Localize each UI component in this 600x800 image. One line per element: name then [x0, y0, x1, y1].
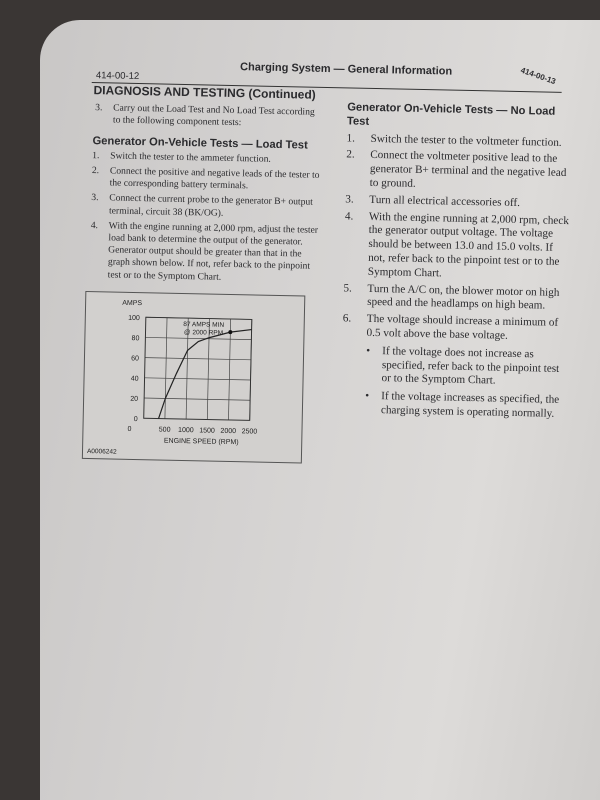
bullet-item	[365, 390, 568, 422]
load-test-title: Generator On-Vehicle Tests — Load Test	[92, 134, 308, 152]
y-axis-label: AMPS	[122, 299, 143, 307]
step-number: 1.	[346, 131, 356, 145]
right-column	[341, 101, 574, 425]
section-title: DIAGNOSIS AND TESTING (Continued)	[93, 83, 316, 102]
grid-line-y	[145, 357, 251, 359]
grid-line-y	[145, 337, 251, 339]
min-output-marker	[228, 330, 232, 334]
running-title: Charging System — General Information	[239, 61, 453, 78]
step-number: 5.	[343, 281, 353, 295]
x-axis-label: ENGINE SPEED (RPM)	[163, 437, 239, 447]
step-text: Connect the current probe to the generator B+ output terminal, circuit 38 (BK/OG).	[108, 192, 314, 219]
step-text: Turn all electrical accessories off.	[369, 193, 521, 209]
grid-line-y	[144, 398, 250, 400]
step-item	[346, 149, 573, 195]
x-tick-label: 500	[158, 426, 171, 434]
x-tick-label: 1500	[199, 427, 215, 435]
x-tick-label: 1000	[178, 426, 194, 435]
step-number: 4.	[344, 209, 354, 223]
x-tick-label: 2000	[220, 427, 237, 435]
step-item	[91, 192, 321, 221]
step-number: 6.	[342, 312, 352, 325]
output-curve	[159, 327, 252, 420]
grid-line-x	[165, 318, 167, 419]
step-item	[342, 313, 569, 345]
step-text: With the engine running at 2,000 rpm, check the generator output voltage. The voltage should be between 13.0 and 15.0 volts. If not, refer back to the pinpoint test or to the Symptom Chart.	[367, 210, 570, 280]
left-column	[86, 84, 324, 464]
page-number-left: 414-00-12	[95, 70, 140, 83]
y-tick-label: 40	[130, 375, 139, 383]
step-number: 3.	[91, 192, 99, 204]
step-text: Connect the voltmeter positive lead to the generator B+ terminal and the negative lead to ground.	[369, 149, 567, 190]
y-tick-label: 60	[131, 355, 140, 363]
step-text: If the voltage increases as specified, the charging system is operating normally.	[380, 390, 560, 420]
step-number: 2.	[91, 165, 100, 177]
annotation-line: 87 AMPS MIN	[183, 320, 225, 329]
step-text: If the voltage does not increase as specified, refer back to the pinpoint test or to the Symptom Chart.	[381, 344, 560, 387]
step-number: 2.	[346, 148, 355, 161]
step-number: 4.	[90, 219, 99, 232]
step-text: Connect the positive and negative leads of the tester to the corresponding battery terminals.	[109, 165, 320, 192]
figure-id: A0006242	[86, 447, 117, 456]
step-item	[345, 193, 571, 212]
bullet-icon: •	[366, 344, 371, 357]
y-tick-label: 100	[128, 314, 140, 322]
step-text: Switch the tester to the voltmeter function.	[370, 132, 562, 149]
annotation-line: @ 2000 RPM	[183, 328, 224, 337]
step-number: 3.	[95, 102, 103, 114]
grid-line-x	[229, 319, 231, 420]
grid-line-y	[145, 378, 251, 380]
y-tick-label: 0	[133, 415, 138, 423]
step-text: Turn the A/C on, the blower motor on high speed and the headlamps on high beam.	[367, 282, 560, 312]
step-item	[90, 220, 321, 286]
step-text: Carry out the Load Test and No Load Test according to the following component tests:	[112, 102, 315, 129]
bullet-icon: •	[365, 389, 370, 403]
no-load-test-title: Generator On-Vehicle Tests — No Load Test	[346, 101, 556, 128]
step-number: 3.	[345, 193, 354, 206]
chart-svg	[83, 292, 304, 463]
bullet-item	[365, 345, 568, 391]
step-text: Switch the tester to the ammeter function.	[110, 150, 271, 165]
step-item	[91, 165, 321, 194]
step-item	[346, 132, 572, 151]
x-tick-label: 0	[127, 425, 132, 433]
step-item	[344, 210, 571, 284]
step-number: 1.	[92, 149, 100, 162]
step-item	[92, 150, 322, 167]
generator-output-chart	[82, 291, 305, 464]
x-tick-label: 2500	[241, 428, 258, 436]
y-tick-label: 20	[130, 395, 139, 403]
y-tick-label: 80	[131, 334, 140, 343]
step-item	[343, 282, 570, 314]
page-number-right: 414-00-13	[519, 65, 557, 87]
intro-step	[95, 102, 323, 131]
step-text: The voltage should increase a minimum of 0.5 volt above the base voltage.	[366, 313, 559, 342]
step-text: With the engine running at 2,000 rpm, adjust the tester load bank to determine the output of the generator. Generator output should be greater than that in the graph shown below. If not, refer back to the pinpoint test or to the Symptom Chart.	[107, 220, 319, 283]
